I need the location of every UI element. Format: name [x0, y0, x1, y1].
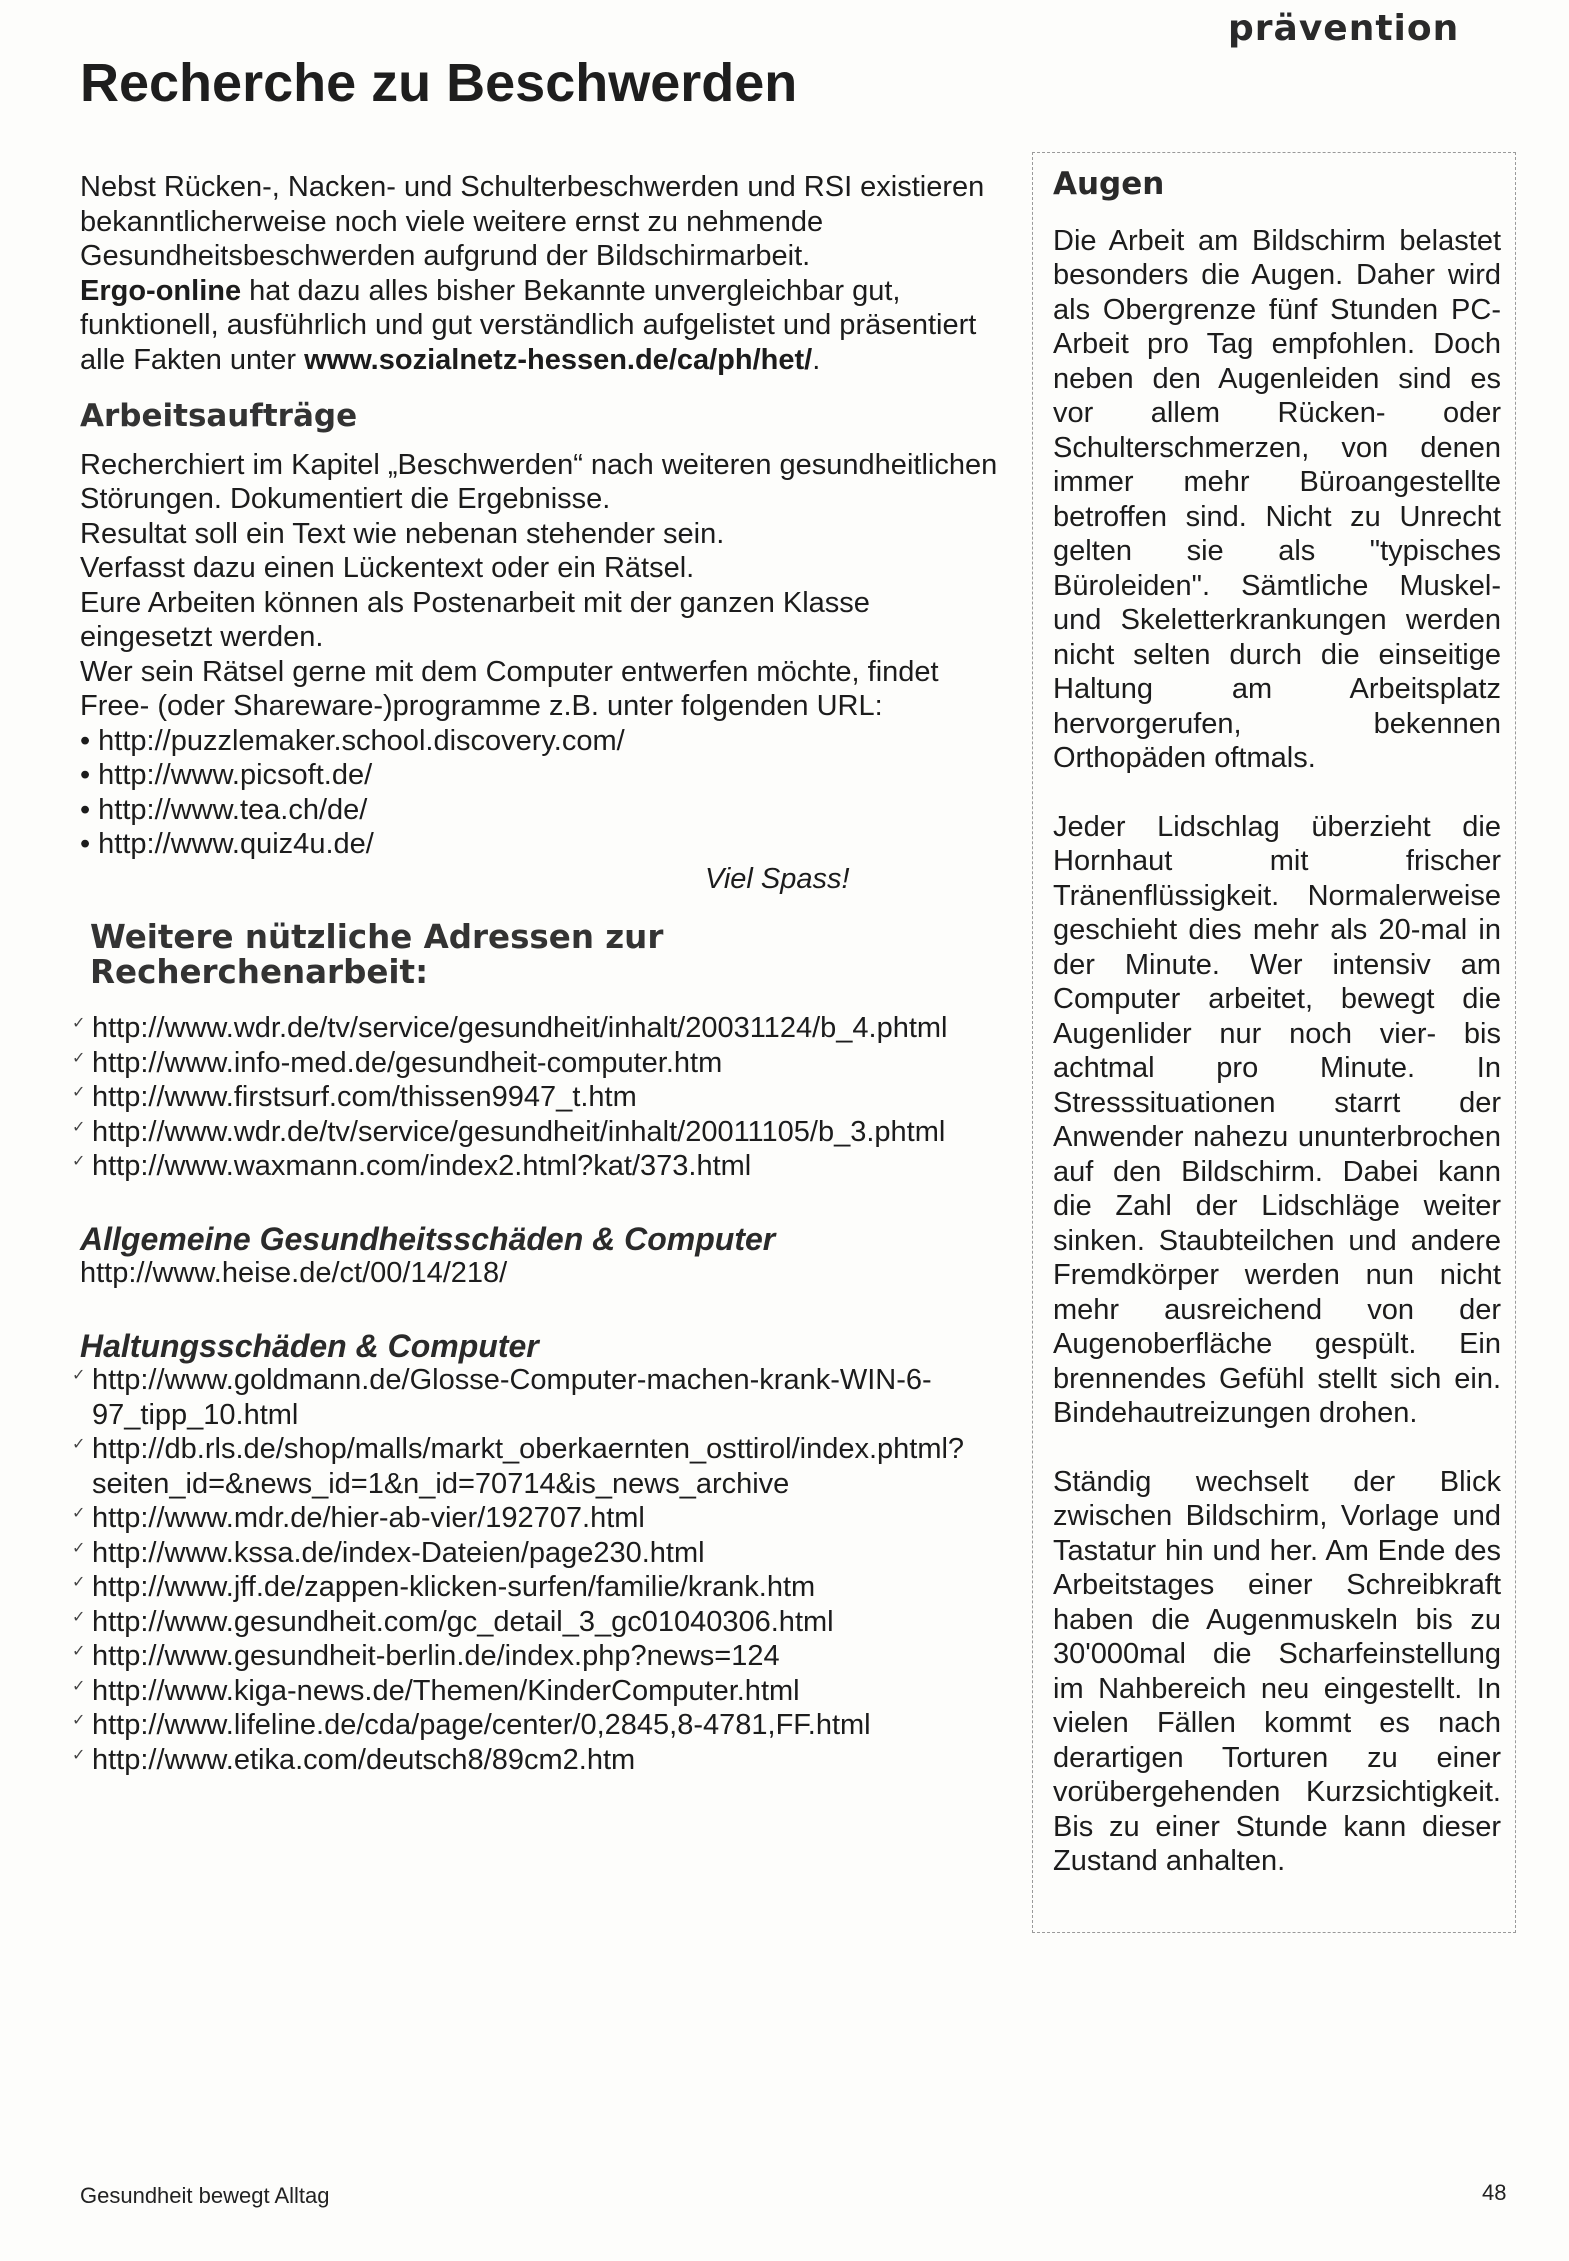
page-title: Recherche zu Beschwerden: [80, 53, 798, 113]
section-tag: prävention: [1228, 8, 1460, 49]
posture-link[interactable]: ✓ http://www.kssa.de/index-Dateien/page230.html: [80, 1536, 1000, 1571]
posture-link[interactable]: ✓ http://www.jff.de/zappen-klicken-surfen/familie/krank.htm: [80, 1570, 1000, 1605]
posture-link[interactable]: ✓ http://www.etika.com/deutsch8/89cm2.htm: [80, 1743, 1000, 1778]
sozialnetz-link[interactable]: www.sozialnetz-hessen.de/ca/ph/het/: [304, 343, 813, 376]
puzzle-link[interactable]: • http://puzzlemaker.school.discovery.com/: [80, 724, 1000, 759]
address-link[interactable]: ✓ http://www.wdr.de/tv/service/gesundheit/inhalt/20011105/b_3.phtml: [80, 1115, 1000, 1150]
task-line: Recherchiert im Kapitel „Beschwerden“ nach weiteren gesundheitlichen Störungen. Dokumentiert die Ergebnisse.: [80, 448, 998, 515]
posture-link[interactable]: ✓ http://www.lifeline.de/cda/page/center/0,2845,8-4781,FF.html: [80, 1708, 1000, 1743]
address-link[interactable]: ✓ http://www.wdr.de/tv/service/gesundheit/inhalt/20031124/b_4.phtml: [80, 1011, 1000, 1046]
eyes-sidebar: [1032, 152, 1516, 1933]
general-damage-link[interactable]: http://www.heise.de/ct/00/14/218/: [80, 1257, 508, 1289]
posture-link[interactable]: ✓ http://www.gesundheit-berlin.de/index.php?news=124: [80, 1639, 1000, 1674]
sidebar-paragraph: Die Arbeit am Bildschirm belastet besonders die Augen. Daher wird als Obergrenze fünf Stunden PC-Arbeit pro Tag empfohlen. Doch neben den Augenleiden sind es vor allem Rücken- oder Schulterschmerzen, von denen immer mehr Büroangestellte betroffen sind. Nicht zu Unrecht gelten sie als "typisches Büroleiden". Sämtliche Muskel- und Skeletterkrankungen werden nicht selten durch die einseitige Haltung am Arbeitsplatz hervorgerufen, bekennen Orthopäden oftmals.: [1053, 224, 1501, 774]
puzzle-link[interactable]: • http://www.quiz4u.de/: [80, 827, 1000, 862]
task-line: Eure Arbeiten können als Postenarbeit mit der ganzen Klasse eingesetzt werden.: [80, 586, 870, 653]
posture-link[interactable]: ✓ http://db.rls.de/shop/malls/markt_oberkaernten_osttirol/index.phtml?seiten_id=&news_id=1&n_id=70714&is_news_archive: [80, 1432, 1000, 1501]
addresses-heading: Weitere nützliche Adressen zur Recherchenarbeit:: [90, 918, 664, 991]
ergo-online-text: hat dazu alles bisher Bekannte unvergleichbar gut, funktionell, ausführlich und gut verständlich aufgelistet und präsentiert alle Fakten unter: [80, 274, 977, 376]
general-damage-heading: Allgemeine Gesundheitsschäden & Computer: [80, 1220, 776, 1257]
sidebar-heading: Augen: [1053, 166, 1165, 202]
address-link[interactable]: ✓ http://www.info-med.de/gesundheit-computer.htm: [80, 1046, 1000, 1081]
puzzle-tool-links: [80, 724, 1000, 862]
task-line: Verfasst dazu einen Lückentext oder ein Rätsel.: [80, 552, 695, 584]
footer-publication: Gesundheit bewegt Alltag: [80, 2183, 330, 2208]
address-link[interactable]: ✓ http://www.waxmann.com/index2.html?kat/373.html: [80, 1149, 1000, 1184]
posture-link[interactable]: ✓ http://www.gesundheit.com/gc_detail_3_gc01040306.html: [80, 1605, 1000, 1640]
posture-links: [80, 1363, 1000, 1777]
address-links: [80, 1011, 1000, 1184]
puzzle-link[interactable]: • http://www.tea.ch/de/: [80, 793, 1000, 828]
posture-link[interactable]: ✓ http://www.kiga-news.de/Themen/KinderComputer.html: [80, 1674, 1000, 1709]
page-number: 48: [1482, 2180, 1507, 2205]
main-column: [80, 170, 1000, 1777]
puzzle-link[interactable]: • http://www.picsoft.de/: [80, 758, 1000, 793]
sign-off: Viel Spass!: [705, 862, 850, 895]
address-link[interactable]: ✓ http://www.firstsurf.com/thissen9947_t.htm: [80, 1080, 1000, 1115]
task-line: Wer sein Rätsel gerne mit dem Computer entwerfen möchte, findet Free- (oder Shareware-)programme z.B. unter folgenden URL:: [80, 655, 939, 722]
posture-link[interactable]: ✓ http://www.mdr.de/hier-ab-vier/192707.html: [80, 1501, 1000, 1536]
ergo-online-label: Ergo-online: [80, 274, 242, 307]
sidebar-paragraph: Jeder Lidschlag überzieht die Hornhaut mit frischer Tränenflüssigkeit. Normalerweise geschieht dies mehr als 20-mal in der Minute. Wer intensiv am Computer arbeitet, bewegt die Augenlider nur noch vier- bis achtmal pro Minute. In Stresssituationen starrt der Anwender nahezu ununterbrochen auf den Bildschirm. Dabei kann die Zahl der Lidschläge weiter sinken. Staubteilchen und andere Fremdkörper werden nun nicht mehr ausreichend von der Augenoberfläche gespült. Ein brennendes Gefühl stellt sich ein. Bindehautreizungen drohen.: [1053, 810, 1501, 1429]
tasks-heading: Arbeitsaufträge: [80, 398, 358, 434]
intro-ergo-paragraph: [80, 274, 1000, 378]
sidebar-paragraph: Ständig wechselt der Blick zwischen Bildschirm, Vorlage und Tastatur hin und her. Am Ende des Arbeitstages einer Schreibkraft haben die Augenmuskeln bis zu 30'000mal die Scharfeinstellung im Nahbereich neu eingestellt. In vielen Fällen kommt es nach derartigen Torturen zu einer vorübergehenden Kurzsichtigkeit. Bis zu einer Stunde kann dieser Zustand anhalten.: [1053, 1465, 1501, 1877]
posture-link[interactable]: ✓ http://www.goldmann.de/Glosse-Computer-machen-krank-WIN-6-97_tipp_10.html: [80, 1363, 1000, 1432]
task-line: Resultat soll ein Text wie nebenan stehender sein.: [80, 517, 725, 550]
posture-damage-heading: Haltungsschäden & Computer: [80, 1327, 539, 1364]
intro-end: .: [812, 343, 821, 376]
intro-paragraph: Nebst Rücken-, Nacken- und Schulterbeschwerden und RSI existieren bekanntlicherweise noch viele weitere ernst zu nehmende Gesundheitsbeschwerden aufgrund der Bildschirmarbeit.: [80, 171, 985, 272]
